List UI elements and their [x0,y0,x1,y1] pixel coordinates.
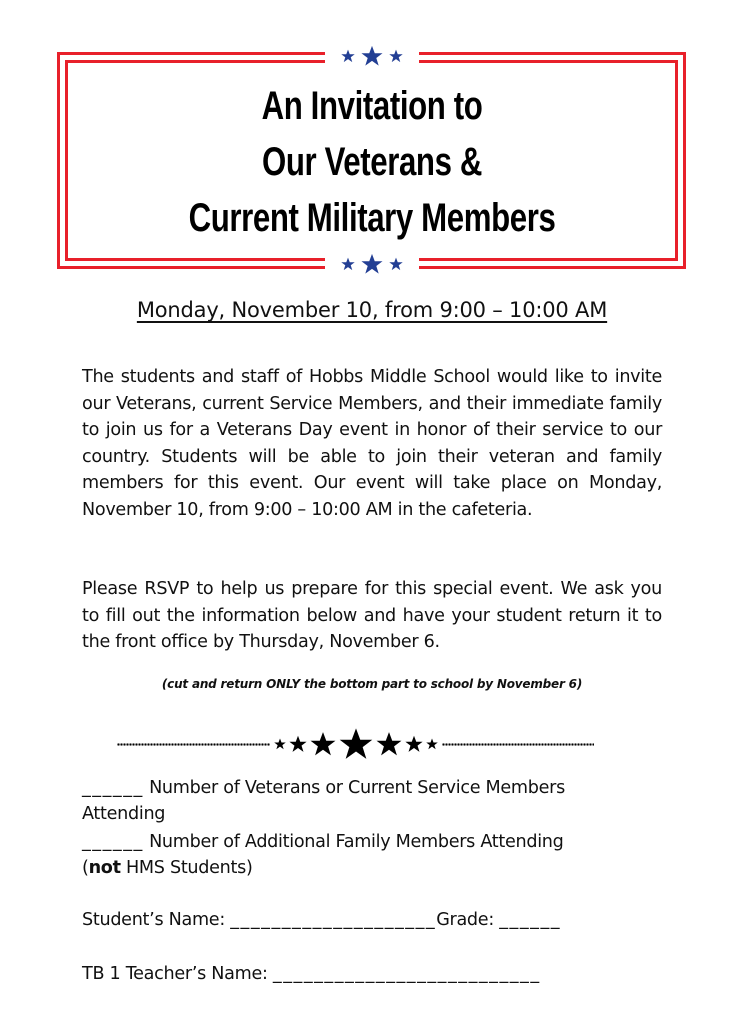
veterans-count-label-cont: Attending [82,804,166,824]
frame-inner-right [675,60,678,261]
veterans-count-label: Number of Veterans or Current Service Members [143,778,565,798]
top-stars [325,44,419,68]
bottom-stars [325,252,419,276]
dotted-line-left [117,743,270,746]
family-count-note [82,855,253,882]
star-icon [341,257,355,271]
star-icon [341,49,355,63]
student-row [82,907,561,934]
family-note-rest: HMS Students) [120,858,253,878]
star-icon [339,727,373,761]
family-count-field[interactable] [82,829,564,856]
frame-inner-left [65,60,68,261]
cut-divider [117,724,594,764]
family-count-label: Number of Additional Family Members Attending [143,832,564,852]
star-icon [389,49,403,63]
grade-field[interactable]: ______ [499,910,562,930]
paren-open: ( [82,858,89,878]
teacher-name-label: TB 1 Teacher’s Name: [82,964,273,984]
student-name-label: Student’s Name: [82,910,231,930]
star-icon [376,731,402,757]
veterans-count-blank[interactable]: ______ [82,778,144,798]
frame-outer-right [683,52,686,269]
veterans-count-field[interactable] [82,775,565,802]
title-line-2: Our Veterans & [262,140,482,184]
cut-instruction: (cut and return ONLY the bottom part to school by November 6) [161,677,583,691]
not-emphasis: not [88,858,121,878]
event-date: Monday, November 10, from 9:00 – 10:00 AM [136,298,608,322]
title-line-1: An Invitation to [261,84,483,128]
star-icon [361,253,383,275]
invitation-paragraph: The students and staff of Hobbs Middle School would like to invite our Veterans, current Service Members, and their immediate family to join us for a Veterans Day event in honor of their service to our country. Students will be able to join their veteran and family members for this event. Our event will take place on Monday, November 10, from 9:00 – 10:00 AM in the cafeteria. [82,367,662,520]
dotted-line-right [442,743,595,746]
grade-label: Grade: [436,910,500,930]
divider-stars [270,727,442,761]
title-line-3: Current Military Members [188,196,556,240]
family-count-blank[interactable]: ______ [82,832,144,852]
rsvp-paragraph: Please RSVP to help us prepare for this special event. We ask you to fill out the information below and have your student return it to the front office by Thursday, November 6. [82,579,662,652]
star-icon [405,735,423,753]
frame-outer-left [57,52,60,269]
star-icon [426,738,438,750]
teacher-row [82,961,541,988]
teacher-name-field[interactable]: __________________________ [272,964,541,984]
star-icon [361,45,383,67]
header-frame [0,0,744,300]
page-title [136,78,607,246]
star-icon [389,257,403,271]
star-icon [274,738,286,750]
star-icon [310,731,336,757]
student-name-field[interactable]: ____________________ [230,910,437,930]
star-icon [289,735,307,753]
